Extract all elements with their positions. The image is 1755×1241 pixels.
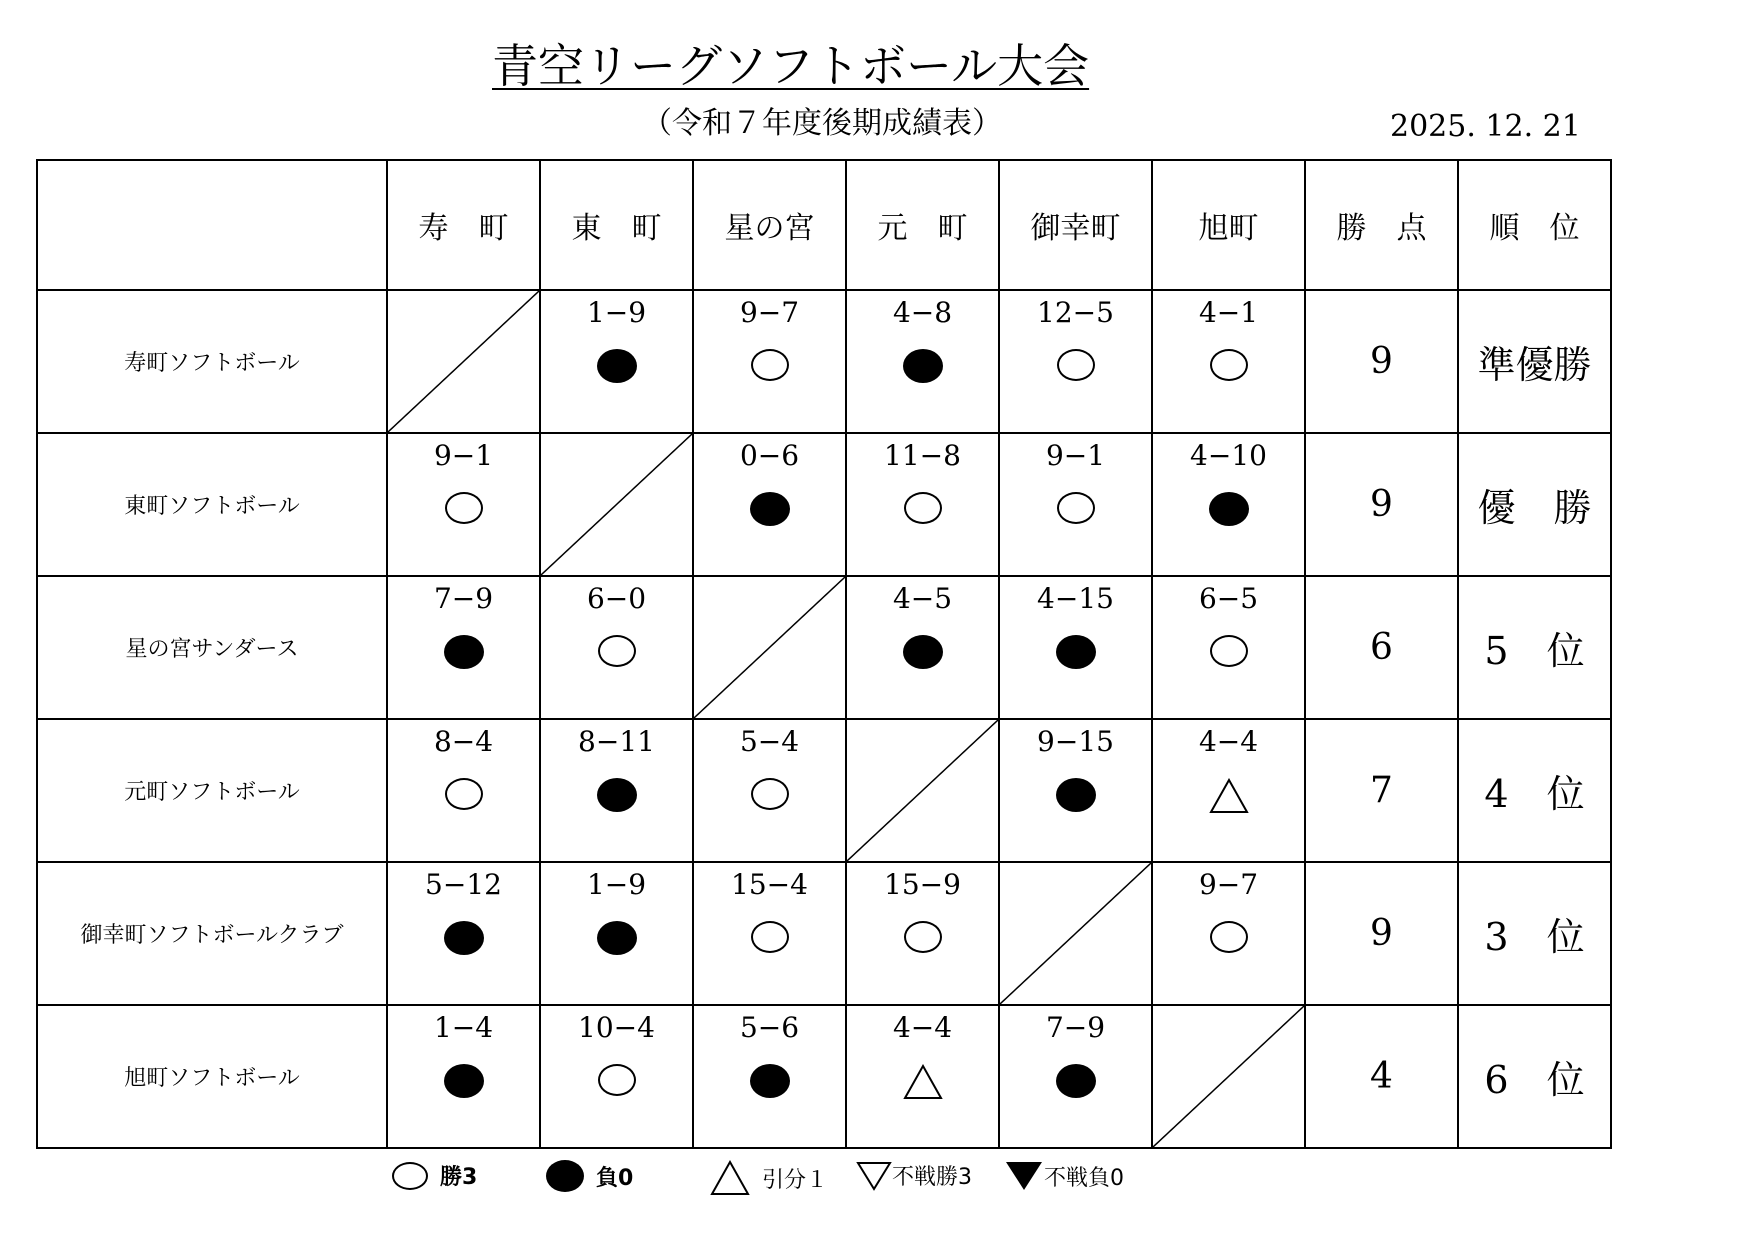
match-score: 7−9 xyxy=(1045,1011,1106,1044)
header-opponent: 星の宮 xyxy=(693,160,846,290)
legend-forfeit-loss-label: 不戦負0 xyxy=(1044,1165,1124,1191)
header-opponent: 東 町 xyxy=(540,160,693,290)
match-score: 5−6 xyxy=(739,1011,800,1044)
match-result-cell xyxy=(387,862,540,1005)
win-circle-icon xyxy=(1057,492,1095,524)
match-score: 5−12 xyxy=(425,868,502,901)
loss-filled-circle-icon xyxy=(750,1064,790,1098)
legend-loss-label: 負0 xyxy=(596,1165,634,1191)
match-result-cell xyxy=(693,862,846,1005)
team-name: 元町ソフトボール xyxy=(37,719,387,862)
match-score: 1−9 xyxy=(586,868,647,901)
team-name: 旭町ソフトボール xyxy=(37,1005,387,1148)
team-row xyxy=(37,576,1611,719)
loss-filled-circle-icon xyxy=(1056,778,1096,812)
win-circle-icon xyxy=(445,778,483,810)
match-score: 9−1 xyxy=(1045,439,1106,472)
match-score: 10−4 xyxy=(578,1011,655,1044)
match-score: 4−4 xyxy=(892,1011,953,1044)
win-circle-icon xyxy=(751,921,789,953)
match-score: 9−1 xyxy=(433,439,494,472)
match-score: 12−5 xyxy=(1037,296,1114,329)
match-score: 0−6 xyxy=(739,439,800,472)
team-row xyxy=(37,862,1611,1005)
header-corner-cell xyxy=(37,160,387,290)
win-circle-icon xyxy=(598,1064,636,1096)
team-points: 9 xyxy=(1305,433,1458,576)
match-score: 1−4 xyxy=(433,1011,494,1044)
loss-filled-circle-icon xyxy=(444,635,484,669)
results-table xyxy=(36,159,1612,1149)
match-score: 15−9 xyxy=(884,868,961,901)
match-result-cell xyxy=(387,719,540,862)
legend-win-label: 勝3 xyxy=(440,1165,478,1190)
match-result-cell xyxy=(999,290,1152,433)
loss-filled-circle-icon xyxy=(597,921,637,955)
match-score: 6−0 xyxy=(586,582,647,615)
team-row xyxy=(37,433,1611,576)
match-score: 1−9 xyxy=(586,296,647,329)
win-circle-icon xyxy=(1210,635,1248,667)
self-match-cell xyxy=(999,862,1152,1005)
match-result-cell xyxy=(1152,719,1305,862)
match-result-cell xyxy=(846,1005,999,1148)
win-circle-icon xyxy=(445,492,483,524)
match-score: 4−5 xyxy=(892,582,953,615)
header-row xyxy=(37,160,1611,290)
win-circle-icon xyxy=(392,1162,428,1190)
match-result-cell xyxy=(540,290,693,433)
match-result-cell xyxy=(1152,862,1305,1005)
match-result-cell xyxy=(1152,290,1305,433)
team-name: 星の宮サンダース xyxy=(37,576,387,719)
legend-forfeit-win xyxy=(856,1160,972,1191)
win-circle-icon xyxy=(904,921,942,953)
loss-filled-circle-icon xyxy=(597,778,637,812)
win-circle-icon xyxy=(1210,349,1248,381)
draw-triangle-icon xyxy=(710,1160,750,1196)
self-match-cell xyxy=(387,290,540,433)
match-result-cell xyxy=(846,862,999,1005)
win-circle-icon xyxy=(1210,921,1248,953)
match-score: 4−1 xyxy=(1198,296,1259,329)
match-score: 4−8 xyxy=(892,296,953,329)
page-subtitle: （令和７年度後期成績表） xyxy=(642,106,1002,141)
team-rank: 3 位 xyxy=(1458,862,1611,1005)
match-result-cell xyxy=(693,433,846,576)
team-points: 6 xyxy=(1305,576,1458,719)
loss-filled-circle-icon xyxy=(903,349,943,383)
team-points: 9 xyxy=(1305,290,1458,433)
match-score: 4−10 xyxy=(1190,439,1267,472)
team-points: 9 xyxy=(1305,862,1458,1005)
match-score: 5−4 xyxy=(739,725,800,758)
win-circle-icon xyxy=(751,778,789,810)
team-rank: 優 勝 xyxy=(1458,433,1611,576)
win-circle-icon xyxy=(751,349,789,381)
header-points: 勝 点 xyxy=(1305,160,1458,290)
draw-triangle-icon xyxy=(1209,778,1249,814)
legend-draw-label: 引分１ xyxy=(762,1167,829,1193)
loss-filled-circle-icon xyxy=(1056,635,1096,669)
match-result-cell xyxy=(999,576,1152,719)
loss-filled-circle-icon xyxy=(1209,492,1249,526)
match-score: 11−8 xyxy=(884,439,961,472)
match-score: 9−15 xyxy=(1037,725,1114,758)
team-row xyxy=(37,290,1611,433)
draw-triangle-icon xyxy=(903,1064,943,1100)
match-result-cell xyxy=(846,576,999,719)
match-result-cell xyxy=(387,1005,540,1148)
legend-loss xyxy=(546,1160,633,1192)
header-opponent: 御幸町 xyxy=(999,160,1152,290)
match-score: 9−7 xyxy=(739,296,800,329)
team-rank: 5 位 xyxy=(1458,576,1611,719)
loss-filled-circle-icon xyxy=(444,1064,484,1098)
team-row xyxy=(37,719,1611,862)
legend-forfeit-loss xyxy=(1004,1160,1124,1192)
self-match-cell xyxy=(693,576,846,719)
match-result-cell xyxy=(387,433,540,576)
header-rank: 順 位 xyxy=(1458,160,1611,290)
loss-filled-circle-icon xyxy=(444,921,484,955)
match-result-cell xyxy=(846,433,999,576)
match-result-cell xyxy=(1152,576,1305,719)
win-circle-icon xyxy=(1057,349,1095,381)
team-rank: 準優勝 xyxy=(1458,290,1611,433)
match-result-cell xyxy=(540,1005,693,1148)
loss-filled-circle-icon xyxy=(546,1160,584,1192)
team-rank: 6 位 xyxy=(1458,1005,1611,1148)
win-circle-icon xyxy=(598,635,636,667)
legend-win xyxy=(392,1160,477,1191)
match-result-cell xyxy=(540,719,693,862)
team-name: 東町ソフトボール xyxy=(37,433,387,576)
match-score: 9−7 xyxy=(1198,868,1259,901)
loss-filled-circle-icon xyxy=(750,492,790,526)
match-result-cell xyxy=(999,433,1152,576)
report-date: 2025. 12. 21 xyxy=(1390,109,1581,144)
team-points: 7 xyxy=(1305,719,1458,862)
win-circle-icon xyxy=(904,492,942,524)
loss-filled-circle-icon xyxy=(1056,1064,1096,1098)
page-title: 青空リーグソフトボール大会 xyxy=(492,39,1090,93)
match-score: 8−11 xyxy=(578,725,655,758)
forfeit-loss-filled-inverted-triangle-icon xyxy=(1004,1160,1044,1192)
match-score: 8−4 xyxy=(433,725,494,758)
match-result-cell xyxy=(693,290,846,433)
legend-draw xyxy=(710,1160,828,1196)
match-score: 6−5 xyxy=(1198,582,1259,615)
header-opponent: 旭町 xyxy=(1152,160,1305,290)
self-match-cell xyxy=(540,433,693,576)
self-match-cell xyxy=(846,719,999,862)
match-score: 7−9 xyxy=(433,582,494,615)
team-points: 4 xyxy=(1305,1005,1458,1148)
match-result-cell xyxy=(999,719,1152,862)
team-row xyxy=(37,1005,1611,1148)
match-result-cell xyxy=(693,1005,846,1148)
match-result-cell xyxy=(693,719,846,862)
match-result-cell xyxy=(540,862,693,1005)
match-result-cell xyxy=(999,1005,1152,1148)
match-score: 15−4 xyxy=(731,868,808,901)
header-opponent: 寿 町 xyxy=(387,160,540,290)
forfeit-win-inverted-triangle-icon xyxy=(856,1161,892,1191)
match-score: 4−4 xyxy=(1198,725,1259,758)
loss-filled-circle-icon xyxy=(903,635,943,669)
team-rank: 4 位 xyxy=(1458,719,1611,862)
self-match-cell xyxy=(1152,1005,1305,1148)
team-name: 寿町ソフトボール xyxy=(37,290,387,433)
match-result-cell xyxy=(846,290,999,433)
team-name: 御幸町ソフトボールクラブ xyxy=(37,862,387,1005)
legend-forfeit-win-label: 不戦勝3 xyxy=(892,1165,972,1190)
match-result-cell xyxy=(1152,433,1305,576)
header-opponent: 元 町 xyxy=(846,160,999,290)
match-result-cell xyxy=(387,576,540,719)
loss-filled-circle-icon xyxy=(597,349,637,383)
match-result-cell xyxy=(540,576,693,719)
match-score: 4−15 xyxy=(1037,582,1114,615)
